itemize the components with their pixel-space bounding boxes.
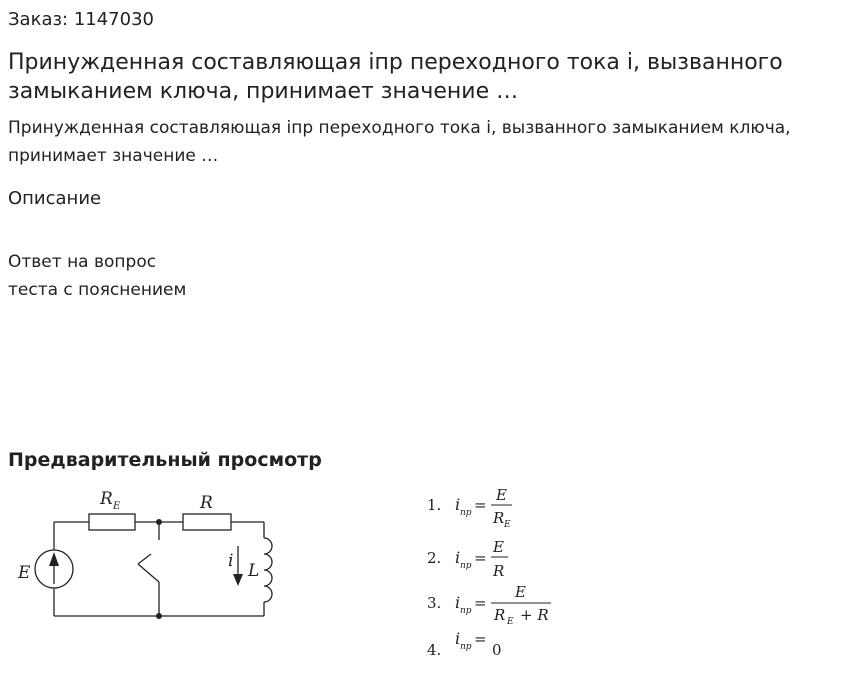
label-re: R (100, 489, 113, 509)
svg-text:E: E (496, 486, 507, 504)
description-line: Ответ на вопрос (8, 252, 157, 272)
svg-text:3.: 3. (427, 594, 442, 612)
svg-text:1.: 1. (427, 496, 442, 514)
label-l: L (248, 561, 260, 581)
preview-image (0, 482, 600, 672)
option-3 (427, 583, 551, 627)
circuit-diagram (35, 514, 272, 616)
svg-text:=: = (474, 496, 487, 514)
label-i: i (228, 551, 234, 571)
svg-text:пр: пр (460, 561, 472, 571)
svg-text:i: i (455, 495, 461, 514)
svg-text:i: i (455, 548, 461, 567)
svg-text:R: R (494, 606, 506, 624)
page-title: Принужденная составляющая iпр переходного тока i, вызванного замыканием ключа, принимает значение … (8, 50, 783, 104)
svg-text:R: R (493, 562, 505, 580)
svg-text:E: E (507, 617, 514, 627)
question-text: Принужденная составляющая iпр переходного тока i, вызванного замыканием ключа, принимает значение … (8, 118, 791, 166)
svg-text:i: i (455, 593, 461, 612)
svg-text:=: = (474, 549, 487, 567)
svg-text:R: R (493, 509, 505, 527)
option-4 (427, 629, 502, 659)
inductor (264, 538, 272, 602)
label-re-sub: E (113, 501, 121, 512)
option-2 (427, 538, 508, 580)
svg-text:4.: 4. (427, 641, 442, 659)
svg-text:пр: пр (460, 606, 472, 616)
svg-text:=: = (474, 594, 487, 612)
resistor-re (89, 514, 135, 530)
description-body (8, 248, 186, 304)
svg-text:i: i (455, 629, 461, 648)
description-heading: Описание (8, 188, 102, 209)
svg-text:0: 0 (492, 641, 502, 659)
junction-node (156, 519, 162, 525)
option-1 (427, 486, 512, 530)
label-e: E (18, 563, 31, 583)
label-r: R (200, 493, 213, 513)
junction-node (156, 613, 162, 619)
svg-text:пр: пр (460, 508, 472, 518)
preview-heading: Предварительный просмотр (8, 449, 322, 471)
svg-text:=: = (474, 630, 487, 648)
svg-text:+ R: + R (520, 606, 549, 624)
svg-text:E: E (515, 583, 526, 601)
order-number: Заказ: 1147030 (8, 9, 154, 30)
svg-text:пр: пр (460, 642, 472, 652)
answer-options (427, 486, 551, 659)
description-line: теста с пояснением (8, 280, 187, 300)
svg-text:E: E (504, 520, 511, 530)
resistor-r (183, 514, 231, 530)
svg-text:E: E (493, 538, 504, 556)
svg-text:2.: 2. (427, 549, 442, 567)
